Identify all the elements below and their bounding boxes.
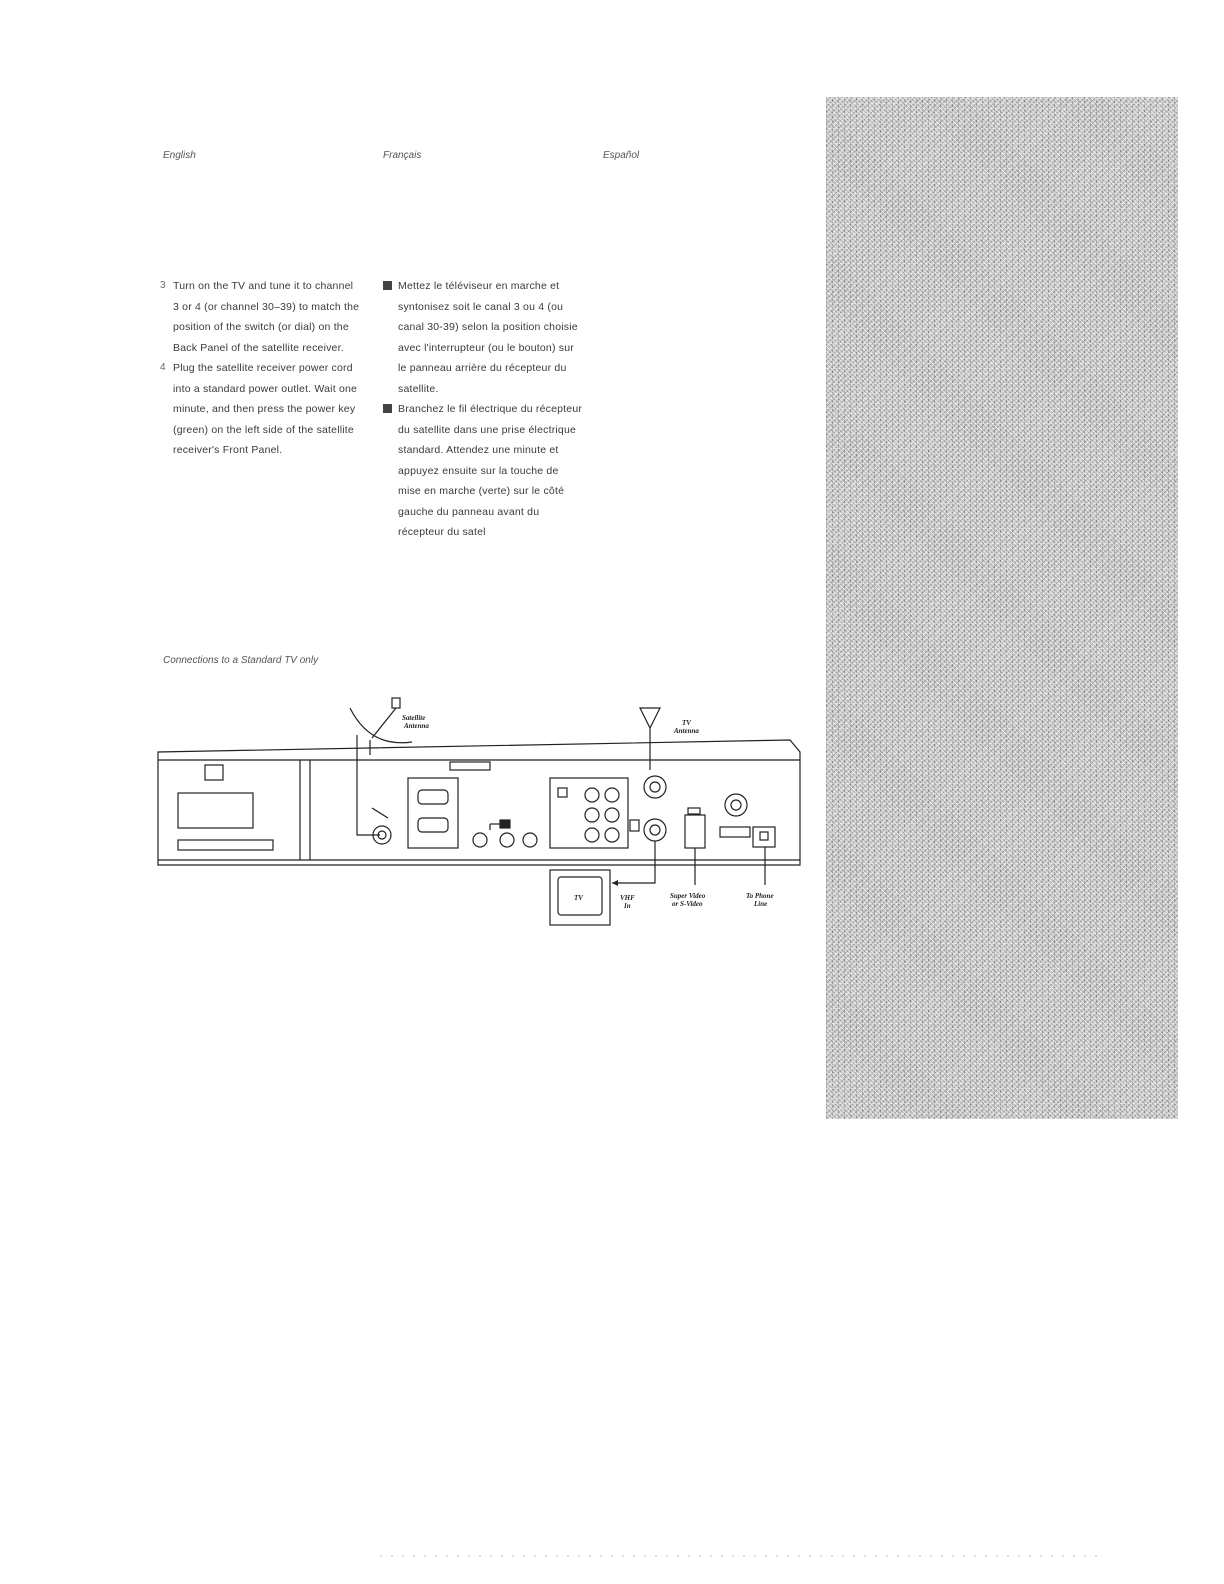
vhf-cable — [612, 841, 655, 883]
rf-output-jack — [644, 819, 666, 841]
tv-box-label: TV — [574, 894, 583, 902]
super-video-label: Super Video — [670, 892, 706, 900]
english-step-3 — [160, 276, 360, 358]
serial-port — [418, 818, 448, 832]
phone-line-label: To Phone — [746, 892, 774, 900]
diagram-caption: Connections to a Standard TV only — [163, 655, 319, 666]
language-header-french: Français — [383, 150, 422, 161]
satellite-antenna-label-2: Antenna — [404, 722, 429, 730]
step-number: 3 — [160, 280, 166, 291]
english-step-4 — [160, 358, 360, 461]
phone-jack — [753, 827, 775, 847]
vhf-in-label-2: In — [624, 902, 631, 910]
super-video-label-2: or S-Video — [672, 900, 703, 908]
step-text: Plug the satellite receiver power cord into a standard power outlet. Wait one minute, and then press the power key (green) on the left side of the satellite receiver's Front Panel. — [173, 362, 358, 456]
french-instructions — [383, 276, 583, 543]
satellite-antenna-label: Satellite — [402, 714, 426, 722]
label-plate — [178, 793, 253, 828]
dish-arm — [372, 708, 396, 738]
dish-lnb — [392, 698, 400, 708]
scan-artifact — [380, 1555, 1100, 1558]
connection-diagram — [150, 690, 810, 940]
serial-port — [418, 790, 448, 804]
tv-antenna-label: TV — [682, 719, 691, 727]
step-number: 4 — [160, 362, 166, 373]
tv-antenna-label-2: Antenna — [674, 727, 699, 735]
s-video-port — [685, 815, 705, 848]
phone-line-label-2: Line — [754, 900, 768, 908]
language-header-english: English — [163, 150, 196, 161]
language-header-spanish: Español — [603, 150, 640, 161]
step-text: Mettez le téléviseur en marche et syntonisez soit le canal 3 ou 4 (ou canal 30-39) selon la position choisie avec l'interrupteur (ou le bouton) sur le panneau arrière du récepteur du satellite. — [398, 280, 578, 395]
satellite-cable — [357, 735, 380, 835]
french-step-3 — [383, 276, 583, 399]
french-step-4 — [383, 399, 583, 543]
step-number-box-icon — [383, 281, 392, 290]
english-instructions — [160, 276, 360, 461]
step-number-box-icon — [383, 404, 392, 413]
step-text: Turn on the TV and tune it to channel 3 or 4 (or channel 30–39) to match the position of the switch (or dial) on the Back Panel of the satellite receiver. — [173, 280, 360, 354]
rf-input-jack — [644, 776, 666, 798]
step-text: Branchez le fil électrique du récepteur du satellite dans une prise électrique standard. Attendez une minute et appuyez ensuite sur la touche de mise en marche (verte) sur le côté gauche du panneau avant du récepteur du satel — [398, 403, 583, 538]
halftone-sidebar — [826, 97, 1178, 1119]
vhf-in-label: VHF — [620, 894, 635, 902]
receiver-back-panel — [158, 740, 800, 865]
tv-antenna-icon — [640, 708, 660, 728]
